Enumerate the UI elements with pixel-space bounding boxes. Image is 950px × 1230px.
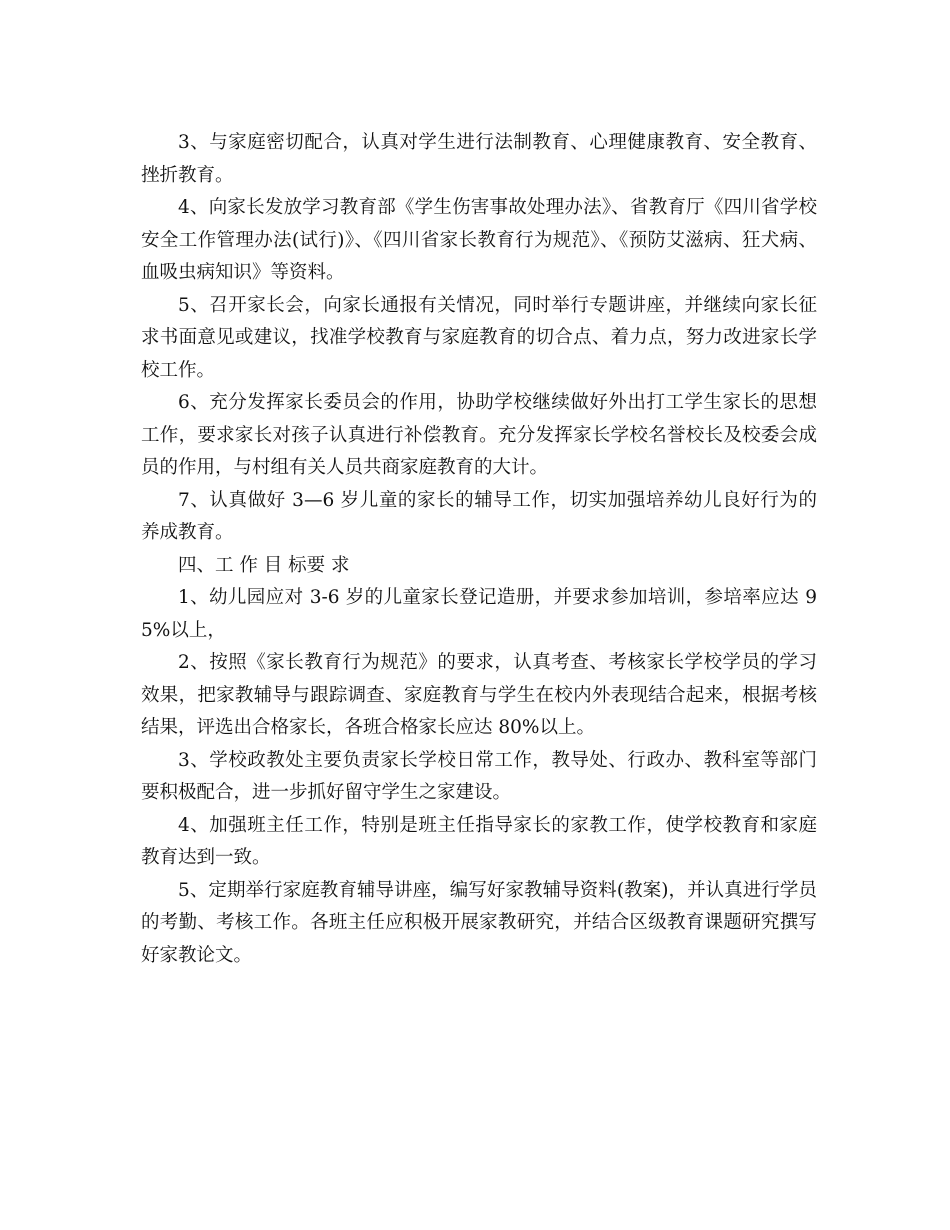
goal-item-2: 2、按照《家长教育行为规范》的要求，认真考查、考核家长学校学员的学习效果，把家教辅导与跟踪调查、家庭教育与学生在校内外表现结合起来，根据考核结果，评选出合格家长，各班合格家长应达 80%以上。 [141,652,817,738]
goal-item-1: 1、幼儿园应对 3-6 岁的儿童家长登记造册，并要求参加培训，参培率应达 95%以上， [141,587,817,641]
goal-item-4: 4、加强班主任工作，特别是班主任指导家长的家教工作，使学校教育和家庭教育达到一致。 [141,814,817,868]
paragraph-item-3: 3、与家庭密切配合，认真对学生进行法制教育、心理健康教育、安全教育、挫折教育。 [141,132,817,186]
paragraph-item-7: 7、认真做好 3—6 岁儿童的家长的辅导工作，切实加强培养幼儿良好行为的养成教育。 [141,489,817,543]
goal-item-3: 3、学校政教处主要负责家长学校日常工作，教导处、行政办、教科室等部门要积极配合，进一步抓好留守学生之家建设。 [141,749,817,803]
section-heading: 四、工 作 目 标要 求 [178,554,350,576]
goal-item-5: 5、定期举行家庭教育辅导讲座，编写好家教辅导资料(教案)，并认真进行学员的考勤、考核工作。各班主任应积极开展家教研究，并结合区级教育课题研究撰写好家教论文。 [141,879,817,966]
paragraph-item-6: 6、充分发挥家长委员会的作用，协助学校继续做好外出打工学生家长的思想工作，要求家长对孩子认真进行补偿教育。充分发挥家长学校名誉校长及校委会成员的作用，与村组有关人员共商家庭教育的大计。 [141,392,817,478]
document-body [141,127,817,972]
paragraph-item-4: 4、向家长发放学习教育部《学生伤害事故处理办法》、省教育厅《四川省学校安全工作管理办法(试行)》、《四川省家长教育行为规范》、《预防艾滋病、狂犬病、血吸虫病知识》等资料。 [141,197,817,283]
paragraph-item-5: 5、召开家长会，向家长通报有关情况，同时举行专题讲座，并继续向家长征求书面意见或建议，找准学校教育与家庭教育的切合点、着力点，努力改进家长学校工作。 [141,294,817,381]
